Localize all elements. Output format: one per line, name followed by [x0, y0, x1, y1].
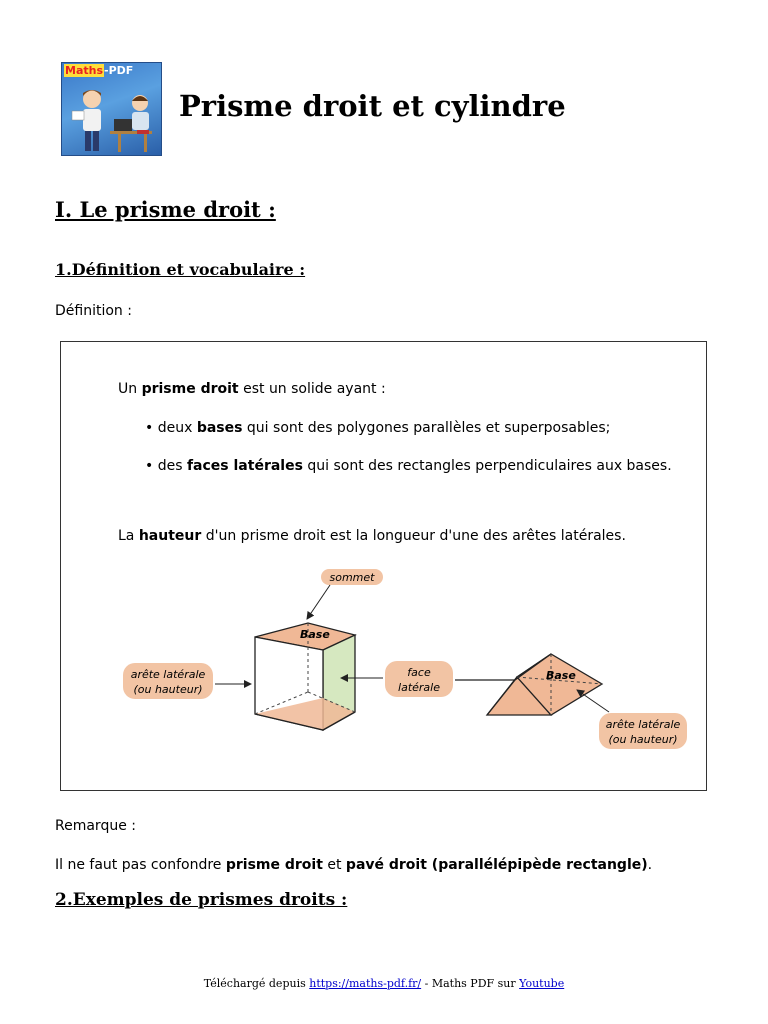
page-footer: Téléchargé depuis https://maths-pdf.fr/ - Maths PDF sur Youtube [203, 977, 565, 990]
logo-title-maths: Maths [65, 64, 104, 77]
definition-bullet-bases: • deux bases qui sont des polygones parallèles et superposables; [145, 420, 611, 436]
logo-title-pdf: PDF [108, 64, 134, 77]
term-faces-laterales: faces latérales [186, 458, 303, 474]
definition-bullet-faces: • des faces latérales qui sont des rectangles perpendiculaires aux bases. [145, 458, 672, 474]
subsection-heading-1: 1.Définition et vocabulaire : [55, 260, 306, 279]
bullet-icon: • [145, 458, 154, 474]
footer-link-site[interactable]: https://maths-pdf.fr/ [309, 977, 422, 990]
section-heading-1: I. Le prisme droit : [55, 197, 276, 222]
remarque-label: Remarque : [55, 818, 136, 834]
prism-lying [487, 654, 602, 715]
definition-label: Définition : [55, 303, 132, 319]
term-prisme-droit-2: prisme droit [225, 857, 323, 873]
bullet-icon: • [145, 420, 154, 436]
subsection-heading-2: 2.Exemples de prismes droits : [55, 890, 348, 910]
figure-base-label-1: Base [300, 628, 330, 641]
footer-link-youtube[interactable]: Youtube [519, 977, 565, 990]
site-logo [61, 62, 162, 156]
remarque-text: Il ne faut pas confondre prisme droit et pavé droit (parallélépipède rectangle). [55, 857, 653, 873]
term-bases: bases [196, 420, 243, 436]
label-arete-left-2: (ou hauteur) [133, 683, 203, 696]
term-pave-droit: pavé droit (parallélépipède rectangle) [345, 857, 648, 873]
label-face-1: face [407, 666, 431, 679]
figure-base-label-2: Base [546, 669, 576, 682]
term-hauteur: hauteur [138, 528, 202, 544]
logo-title: Maths-PDF [65, 64, 134, 77]
label-arete-left-1: arête latérale [130, 668, 206, 681]
logo-illustration [62, 63, 161, 155]
label-face-2: latérale [398, 681, 440, 694]
term-prisme-droit: prisme droit [141, 381, 239, 397]
label-sommet: sommet [329, 571, 375, 584]
label-arete-right-1: arête latérale [605, 718, 681, 731]
prism-figure [115, 562, 695, 757]
definition-intro: Un prisme droit est un solide ayant : [118, 381, 386, 397]
definition-hauteur: La hauteur d'un prisme droit est la longueur d'une des arêtes latérales. [118, 528, 626, 544]
page-title: Prisme droit et cylindre [179, 89, 566, 123]
label-arete-right-2: (ou hauteur) [608, 733, 678, 746]
